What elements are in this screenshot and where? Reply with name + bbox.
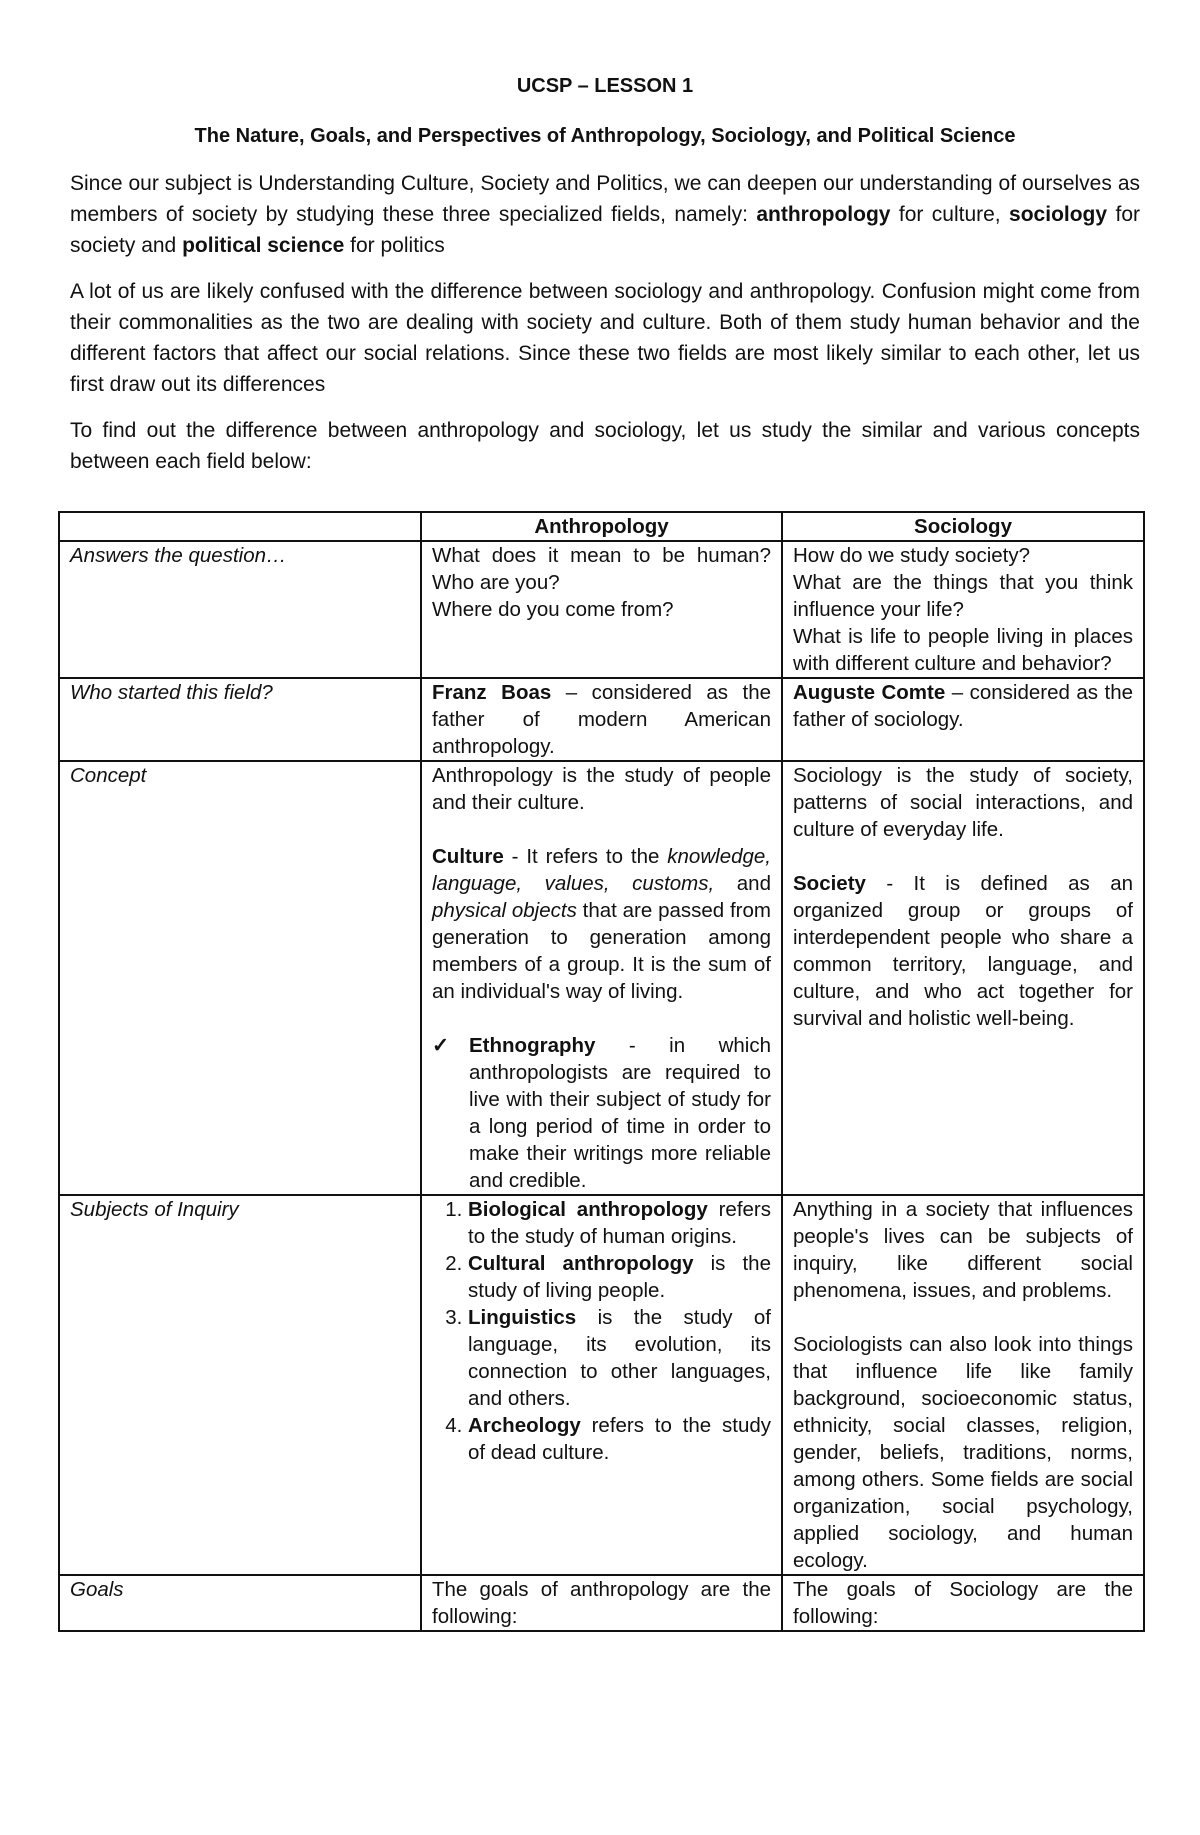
subject-term: Biological anthropology <box>468 1198 708 1221</box>
socio-question-3: What is life to people living in places with different culture and behavior? <box>793 625 1133 675</box>
table-row-founder <box>59 678 1144 761</box>
ethnography-term: Ethnography <box>469 1034 596 1057</box>
anthro-question-1: What does it mean to be human? <box>432 544 771 567</box>
subject-term: Cultural anthropology <box>468 1252 694 1275</box>
list-item <box>468 1250 771 1304</box>
ethnography-desc: - in which anthropologists are required to live with their subject of study for a long period of time in order to make their writings more reliable and credible. <box>469 1034 771 1192</box>
culture-text-d: physical objects <box>432 899 577 922</box>
intro-paragraph-2: A lot of us are likely confused with the difference between sociology and anthropology. Confusion might come from their commonalities as the two are dealing with society and culture. Both of them study human behavior and the different factors that affect our social relations. Since these two fields are most likely similar to each other, let us first draw out its differences <box>70 280 1140 396</box>
list-item <box>468 1196 771 1250</box>
subject-desc: refers to the study of dead culture. <box>468 1414 771 1464</box>
socio-definition: Sociology is the study of society, patterns of social interactions, and culture of everyday life. <box>793 764 1133 841</box>
subject-term: Linguistics <box>468 1306 577 1329</box>
socio-goals: The goals of Sociology are the following: <box>782 1575 1144 1631</box>
intro-paragraph-1 <box>70 168 1140 261</box>
society-term: Society <box>793 872 866 895</box>
anthro-concept <box>421 761 782 1195</box>
culture-text-e: that are passed from generation to generation among members of a group. It is the sum of an individual's way of living. <box>432 899 771 1003</box>
row-label-question: Answers the question… <box>59 541 421 678</box>
table-row-concept <box>59 761 1144 1195</box>
anthro-founder-name: Franz Boas <box>432 681 552 704</box>
culture-text-a: - It refers to the <box>503 845 668 868</box>
p1-text-c: for culture, <box>890 203 1010 226</box>
socio-founder-name: Auguste Comte <box>793 681 946 704</box>
header-sociology: Sociology <box>782 512 1144 541</box>
anthro-goals: The goals of anthropology are the following: <box>421 1575 782 1631</box>
lesson-subtitle: The Nature, Goals, and Perspectives of Anthropology, Sociology, and Political Science <box>194 125 1016 147</box>
culture-text-b: knowledge, language, values, customs, <box>432 845 771 895</box>
subject-desc: is the study of living people. <box>468 1252 771 1302</box>
culture-definition <box>432 843 771 1005</box>
p1-text-a: Since our subject is Understanding Culture, Society and Politics, we can deepen our understanding of ourselves as members of society by studying these three specialized fields, namely: <box>70 172 1140 226</box>
list-item <box>468 1412 771 1466</box>
anthro-subjects <box>421 1195 782 1575</box>
p1-text-e: for society and <box>70 203 1140 257</box>
anthro-founder-desc: – considered as the father of modern American anthropology. <box>432 681 772 758</box>
socio-subjects <box>782 1195 1144 1575</box>
socio-concept <box>782 761 1144 1195</box>
comparison-table <box>58 511 1145 1632</box>
checkmark-icon: ✓ <box>432 1034 450 1057</box>
term-political-science: political science <box>182 234 345 257</box>
table-row-question <box>59 541 1144 678</box>
subject-desc: refers to the study of human origins. <box>468 1198 771 1248</box>
subject-desc: is the study of language, its evolution, its connection to other languages, and others. <box>468 1306 771 1410</box>
ethnography-item <box>432 1032 771 1194</box>
socio-founder <box>782 678 1144 761</box>
socio-question-1: How do we study society? <box>793 544 1031 567</box>
society-definition <box>793 870 1133 1032</box>
table-row-subjects <box>59 1195 1144 1575</box>
culture-text-c: and <box>714 872 771 895</box>
society-desc: - It is defined as an organized group or groups of interdependent people who share a common territory, language, and culture, and who act together for survival and holistic well-being. <box>793 872 1133 1030</box>
row-label-founder: Who started this field? <box>59 678 421 761</box>
ethnography-text <box>469 1032 771 1194</box>
anthro-question-3: Where do you come from? <box>432 598 674 621</box>
socio-question-2: What are the things that you think influence your life? <box>793 571 1133 621</box>
anthro-questions <box>421 541 782 678</box>
term-anthropology: anthropology <box>756 203 891 226</box>
anthro-subject-list <box>432 1196 771 1466</box>
document-page <box>70 0 1140 477</box>
row-label-goals: Goals <box>59 1575 421 1631</box>
subject-term: Archeology <box>468 1414 581 1437</box>
lesson-title: UCSP – LESSON 1 <box>516 75 694 97</box>
socio-questions <box>782 541 1144 678</box>
socio-subjects-p1: Anything in a society that influences people's lives can be subjects of inquiry, like different social phenomena, issues, and problems. <box>793 1198 1133 1302</box>
socio-subjects-p2: Sociologists can also look into things that influence life like family background, socioeconomic status, ethnicity, social classes, religion, gender, beliefs, traditions, norms, among others. Some fields are social organization, social psychology, applied sociology, and human ecology. <box>793 1333 1133 1572</box>
header-empty <box>59 512 421 541</box>
header-anthropology: Anthropology <box>421 512 782 541</box>
row-label-subjects: Subjects of Inquiry <box>59 1195 421 1575</box>
row-label-concept: Concept <box>59 761 421 1195</box>
anthro-founder <box>421 678 782 761</box>
socio-founder-desc: – considered as the father of sociology. <box>793 681 1133 731</box>
p1-text-g: for politics <box>344 234 445 257</box>
culture-term: Culture <box>432 845 504 868</box>
anthro-question-2: Who are you? <box>432 571 560 594</box>
table-row-goals <box>59 1575 1144 1631</box>
anthro-definition: Anthropology is the study of people and their culture. <box>432 764 771 814</box>
table-header-row <box>59 512 1144 541</box>
term-sociology: sociology <box>1009 203 1108 226</box>
intro-paragraph-3: To find out the difference between anthropology and sociology, let us study the similar and various concepts between each field below: <box>70 419 1140 473</box>
list-item <box>468 1304 771 1412</box>
